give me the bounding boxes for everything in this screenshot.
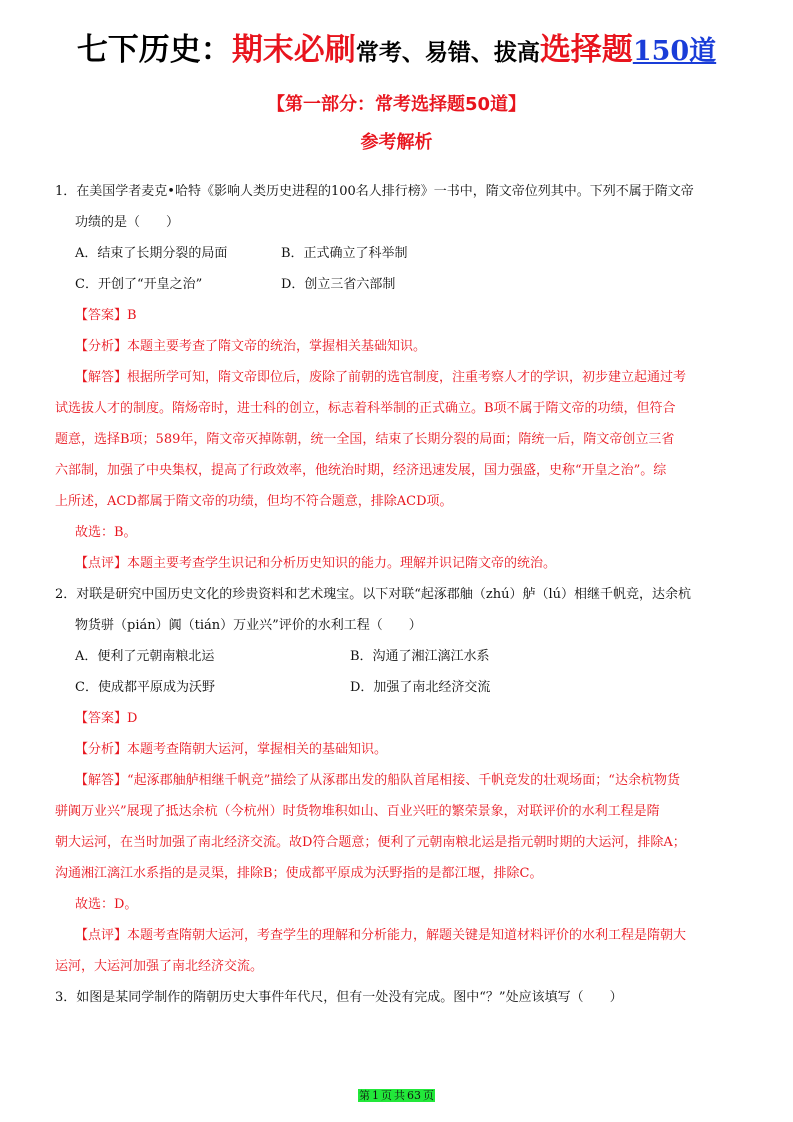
choice-c: C．使成都平原成为沃野	[75, 680, 215, 695]
document-body	[55, 176, 743, 1013]
choices-row	[55, 269, 743, 300]
answer-key-heading: 参考解析	[360, 132, 433, 153]
solution-line: 【解答】根据所学可知，隋文帝即位后，废除了前朝的选官制度，注重考察人才的学识，初步建立起通过考	[75, 370, 687, 385]
title-categories: 常考、易错、拔高	[355, 40, 540, 66]
answer: 【答案】B	[75, 308, 137, 323]
answer: 【答案】D	[75, 711, 138, 726]
page-footer	[0, 1089, 793, 1103]
comment: 运河，大运河加强了南北经济交流。	[55, 959, 264, 974]
solution-line: 沟通湘江漓江水系指的是灵渠，排除B；使成都平原成为沃野指的是都江堰，排除C。	[55, 866, 543, 881]
question-stem: 物货骈（pián）阗（tián）万业兴”评价的水利工程（ ）	[75, 618, 422, 633]
final-choice: 故选：B。	[75, 525, 137, 540]
choice-a: A．结束了长期分裂的局面	[75, 246, 228, 261]
document-title	[0, 28, 793, 77]
choices-row	[55, 238, 743, 269]
question-stem: 3．如图是某同学制作的隋朝历史大事件年代尺，但有一处没有完成。图中“？”处应该填写（ ）	[55, 990, 623, 1005]
question-2	[55, 579, 743, 982]
choice-d: D．加强了南北经济交流	[350, 680, 491, 695]
title-count-link[interactable]: 150道	[632, 36, 717, 67]
final-choice: 故选：D。	[75, 897, 138, 912]
comment: 【点评】本题主要考查学生识记和分析历史知识的能力。理解并识记隋文帝的统治。	[75, 556, 557, 571]
solution-line: 题意，选择B项；589年，隋文帝灭掉陈朝，统一全国，结束了长期分裂的局面；隋统一后，隋文帝创立三省	[55, 432, 675, 447]
choice-a: A．便利了元朝南粮北运	[75, 649, 215, 664]
title-subject: 七下历史：	[76, 32, 232, 68]
solution-line: 朝大运河，在当时加强了南北经济交流。故D符合题意；便利了元朝南粮北运是指元朝时期的大运河，排除A；	[55, 835, 686, 850]
solution-line: 上所述，ACD都属于隋文帝的功绩，但均不符合题意，排除ACD项。	[55, 494, 453, 509]
question-stem: 2．对联是研究中国历史文化的珍贵资料和艺术瑰宝。以下对联“起涿郡舳（zhú）舻（lú）相继千帆竞，达余杭	[55, 587, 692, 602]
solution-line: 【解答】“起涿郡舳舻相继千帆竞”描绘了从涿郡出发的船队首尾相接、千帆竞发的壮观场面；“达余杭物货	[75, 773, 680, 788]
question-stem: 功绩的是（ ）	[75, 215, 180, 230]
question-1	[55, 176, 743, 579]
footer-label: 页	[381, 1089, 392, 1102]
question-stem: 1．在美国学者麦克•哈特《影响人类历史进程的100名人排行榜》一书中，隋文帝位列其中。下列不属于隋文帝	[55, 184, 694, 199]
comment: 【点评】本题考查隋朝大运河，考查学生的理解和分析能力，解题关键是知道材料评价的水利工程是隋朝大	[75, 928, 687, 943]
analysis: 【分析】本题主要考查了隋文帝的统治，掌握相关基础知识。	[75, 339, 427, 354]
choice-b: B．正式确立了科举制	[281, 246, 408, 261]
choice-b: B．沟通了湘江漓江水系	[350, 649, 490, 664]
solution-line: 骈阗万业兴”展现了抵达余杭（今杭州）时货物堆积如山、百业兴旺的繁荣景象，对联评价的水利工程是隋	[55, 804, 660, 819]
choice-d: D．创立三省六部制	[281, 277, 396, 292]
footer-label: 共	[394, 1089, 405, 1102]
choices-row	[55, 641, 743, 672]
analysis: 【分析】本题考查隋朝大运河，掌握相关的基础知识。	[75, 742, 388, 757]
solution-line: 试选拔人才的制度。隋炀帝时，进士科的创立，标志着科举制的正式确立。B项不属于隋文帝的功绩，但符合	[55, 401, 676, 416]
solution-line: 六部制，加强了中央集权，提高了行政效率，他统治时期，经济迅速发展，国力强盛，史称“开皇之治”。综	[55, 463, 667, 478]
choice-c: C．开创了“开皇之治”	[75, 277, 203, 292]
title-highlight-2: 选择题	[539, 32, 633, 68]
total-pages-number: 63	[407, 1089, 421, 1102]
footer-label: 第	[359, 1089, 370, 1102]
choices-row	[55, 672, 743, 703]
title-highlight-1: 期末必刷	[231, 32, 356, 68]
section-subtitle: 【第一部分：常考选择题50道】	[266, 94, 527, 115]
question-3	[55, 982, 743, 1013]
current-page-number: 1	[372, 1089, 379, 1102]
footer-label: 页	[423, 1089, 434, 1102]
